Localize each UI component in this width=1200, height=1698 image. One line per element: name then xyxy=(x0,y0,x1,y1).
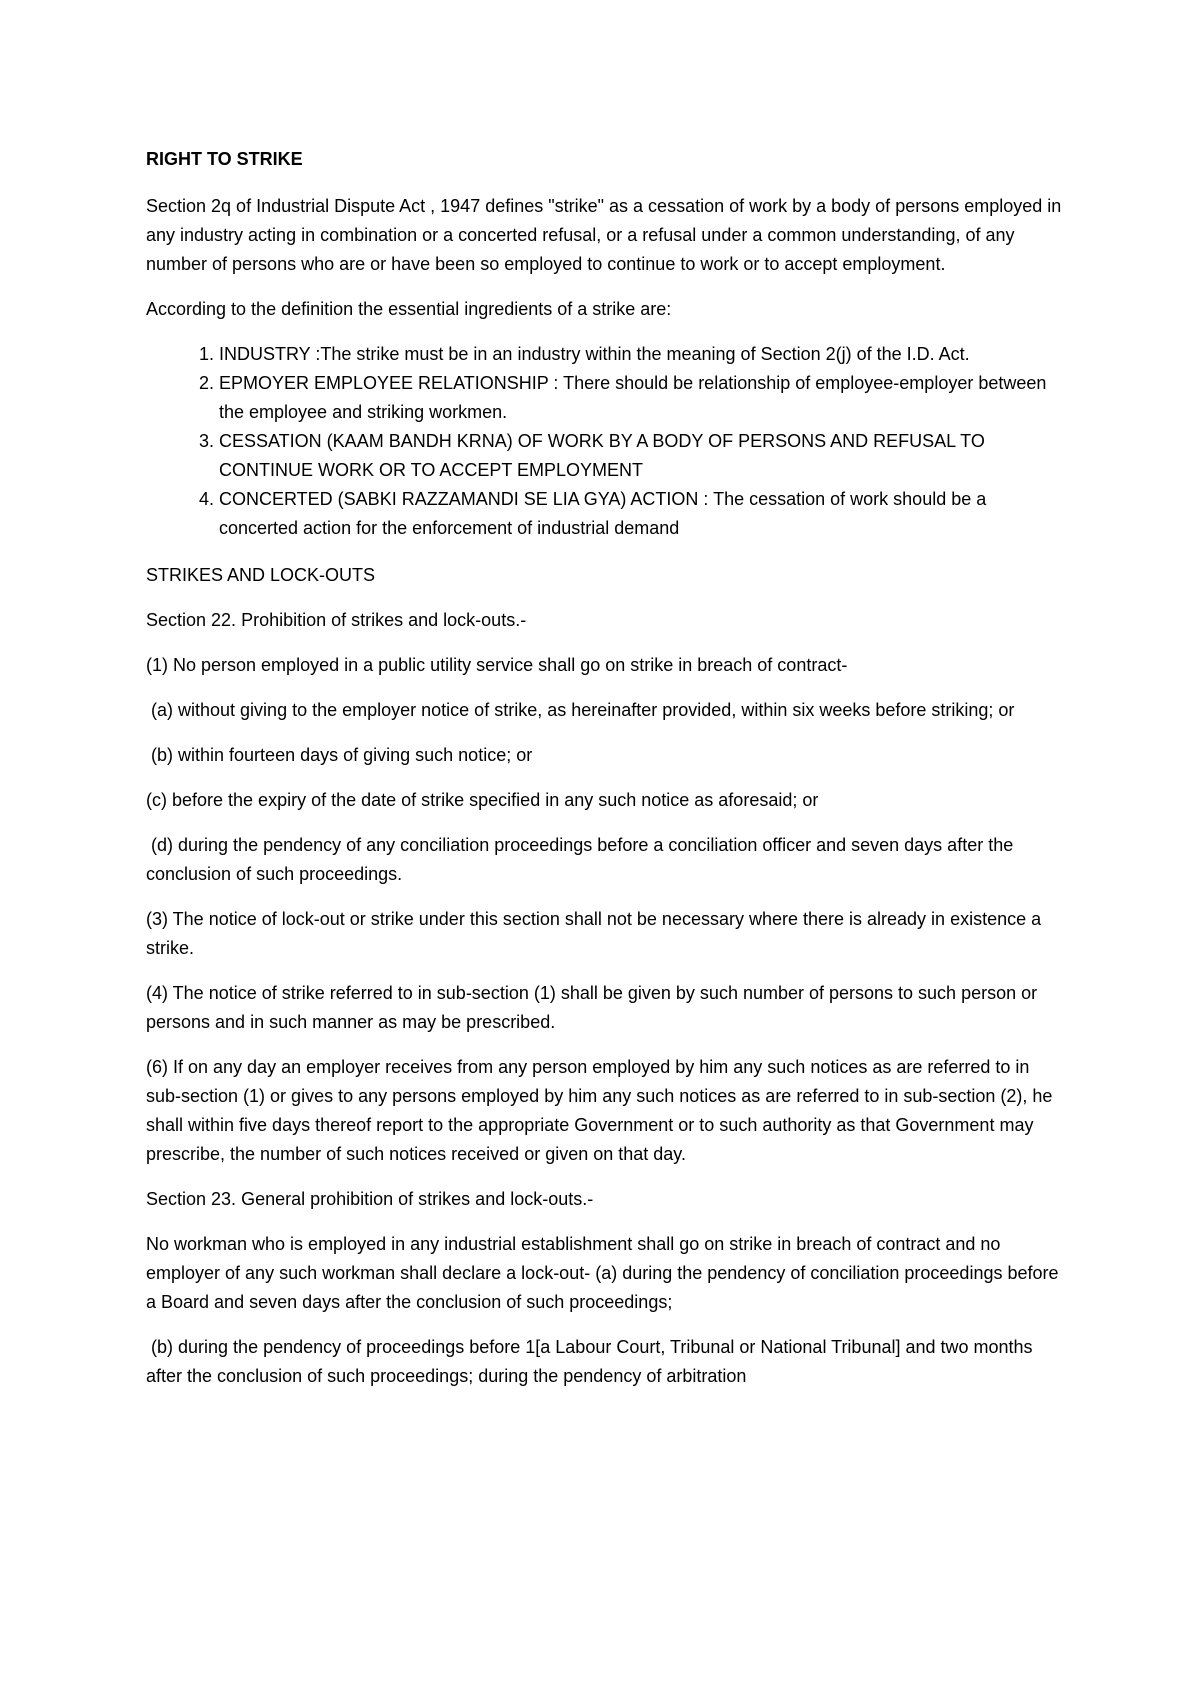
list-item: 2. EPMOYER EMPLOYEE RELATIONSHIP : There should be relationship of employee-employer between the employee and striking workmen. xyxy=(219,369,1066,427)
section-22-clause-6: (6) If on any day an employer receives from any person employed by him any such notices as are referred to in sub-section (1) or gives to any persons employed by him any such notices as are referred to in sub-section (2), he shall within five days thereof report to the appropriate Government or to such authority as that Government may prescribe, the number of such notices received or given on that day. xyxy=(146,1057,1058,1164)
strikes-heading: STRIKES AND LOCK-OUTS xyxy=(146,565,376,585)
section-22-clause-c: (c) before the expiry of the date of strike specified in any such notice as aforesaid; or xyxy=(146,790,819,810)
ingredients-list xyxy=(146,340,1066,543)
section-22-clause-b: (b) within fourteen days of giving such notice; or xyxy=(146,745,533,765)
section-23-body: No workman who is employed in any industrial establishment shall go on strike in breach of contract and no employer of any such workman shall declare a lock-out- (a) during the pendency of conciliation proceedings before a Board and seven days after the conclusion of such proceedings; xyxy=(146,1234,1064,1312)
ingredients-intro: According to the definition the essential ingredients of a strike are: xyxy=(146,299,672,319)
document-body xyxy=(146,145,1066,1407)
document-title: RIGHT TO STRIKE xyxy=(146,149,303,169)
list-item: 4. CONCERTED (SABKI RAZZAMANDI SE LIA GYA) ACTION : The cessation of work should be a concerted action for the enforcement of industrial demand xyxy=(219,485,1066,543)
strike-definition: Section 2q of Industrial Dispute Act , 1947 defines "strike" as a cessation of work by a body of persons employed in any industry acting in combination or a concerted refusal, or a refusal under a common understanding, of any number of persons who are or have been so employed to continue to work or to accept employment. xyxy=(146,196,1067,274)
section-22-heading: Section 22. Prohibition of strikes and lock-outs.- xyxy=(146,610,527,630)
section-23-heading: Section 23. General prohibition of strikes and lock-outs.- xyxy=(146,1189,594,1209)
section-22-clause-a: (a) without giving to the employer notice of strike, as hereinafter provided, within six weeks before striking; or xyxy=(146,700,1015,720)
section-22-clause-d: (d) during the pendency of any conciliation proceedings before a conciliation officer and seven days after the conclusion of such proceedings. xyxy=(146,835,1019,884)
section-22-clause-3: (3) The notice of lock-out or strike under this section shall not be necessary where there is already in existence a strike. xyxy=(146,909,1047,958)
list-item: 3. CESSATION (KAAM BANDH KRNA) OF WORK BY A BODY OF PERSONS AND REFUSAL TO CONTINUE WORK OR TO ACCEPT EMPLOYMENT xyxy=(219,427,1066,485)
list-item: 1. INDUSTRY :The strike must be in an industry within the meaning of Section 2(j) of the I.D. Act. xyxy=(219,340,1066,369)
section-22-clause-4: (4) The notice of strike referred to in sub-section (1) shall be given by such number of persons to such person or persons and in such manner as may be prescribed. xyxy=(146,983,1043,1032)
section-22-clause-1: (1) No person employed in a public utility service shall go on strike in breach of contract- xyxy=(146,655,848,675)
section-23-clause-b: (b) during the pendency of proceedings before 1[a Labour Court, Tribunal or National Tribunal] and two months after the conclusion of such proceedings; during the pendency of arbitration xyxy=(146,1337,1038,1386)
